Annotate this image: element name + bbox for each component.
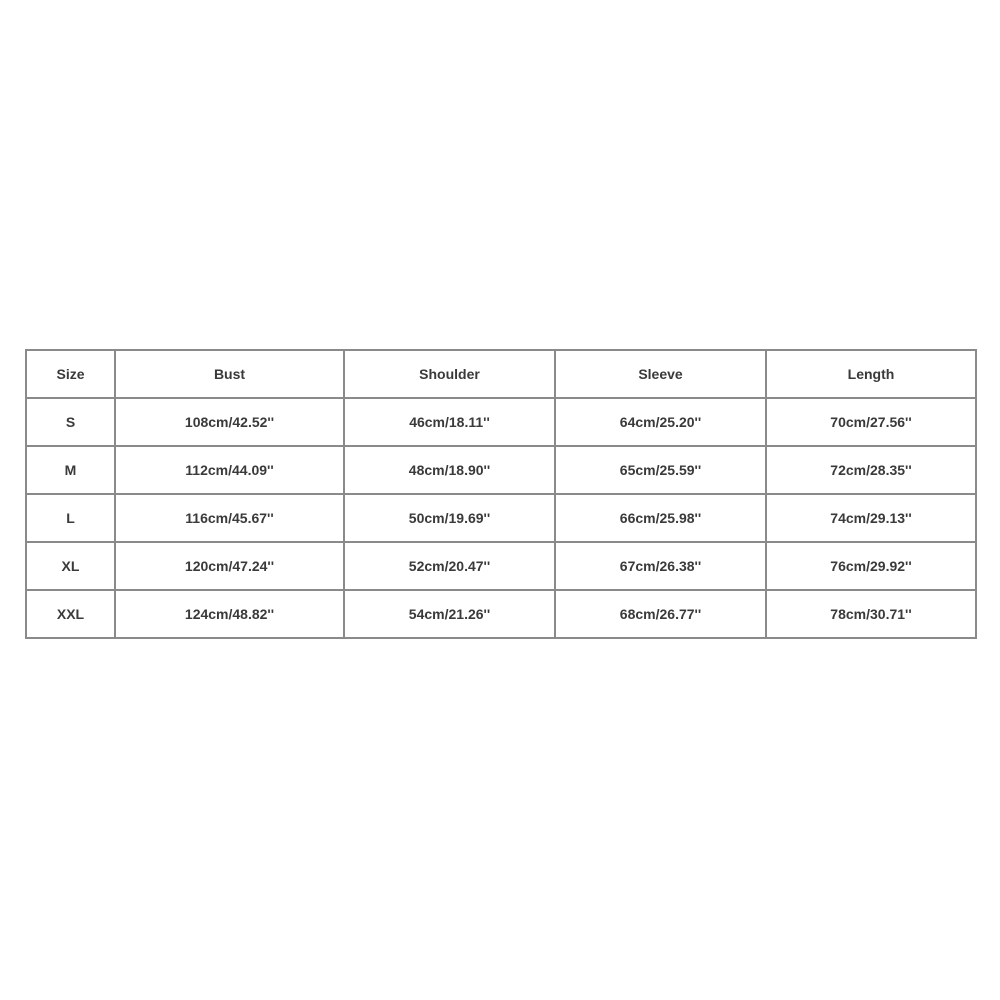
size-cell: XXL	[26, 590, 115, 638]
bust-cell: 116cm/45.67''	[115, 494, 344, 542]
sleeve-cell: 68cm/26.77''	[555, 590, 766, 638]
header-bust: Bust	[115, 350, 344, 398]
length-cell: 74cm/29.13''	[766, 494, 976, 542]
sleeve-cell: 67cm/26.38''	[555, 542, 766, 590]
sleeve-cell: 66cm/25.98''	[555, 494, 766, 542]
size-chart-table	[25, 349, 977, 639]
header-size: Size	[26, 350, 115, 398]
size-cell: L	[26, 494, 115, 542]
size-cell: XL	[26, 542, 115, 590]
sleeve-cell: 64cm/25.20''	[555, 398, 766, 446]
header-length: Length	[766, 350, 976, 398]
table-row	[26, 590, 976, 638]
shoulder-cell: 48cm/18.90''	[344, 446, 555, 494]
table-header-row	[26, 350, 976, 398]
bust-cell: 120cm/47.24''	[115, 542, 344, 590]
bust-cell: 108cm/42.52''	[115, 398, 344, 446]
length-cell: 76cm/29.92''	[766, 542, 976, 590]
header-shoulder: Shoulder	[344, 350, 555, 398]
size-cell: M	[26, 446, 115, 494]
bust-cell: 112cm/44.09''	[115, 446, 344, 494]
length-cell: 78cm/30.71''	[766, 590, 976, 638]
table-row	[26, 542, 976, 590]
table-row	[26, 494, 976, 542]
shoulder-cell: 46cm/18.11''	[344, 398, 555, 446]
header-sleeve: Sleeve	[555, 350, 766, 398]
shoulder-cell: 50cm/19.69''	[344, 494, 555, 542]
shoulder-cell: 54cm/21.26''	[344, 590, 555, 638]
table-row	[26, 446, 976, 494]
bust-cell: 124cm/48.82''	[115, 590, 344, 638]
sleeve-cell: 65cm/25.59''	[555, 446, 766, 494]
length-cell: 72cm/28.35''	[766, 446, 976, 494]
length-cell: 70cm/27.56''	[766, 398, 976, 446]
size-cell: S	[26, 398, 115, 446]
table-row	[26, 398, 976, 446]
shoulder-cell: 52cm/20.47''	[344, 542, 555, 590]
